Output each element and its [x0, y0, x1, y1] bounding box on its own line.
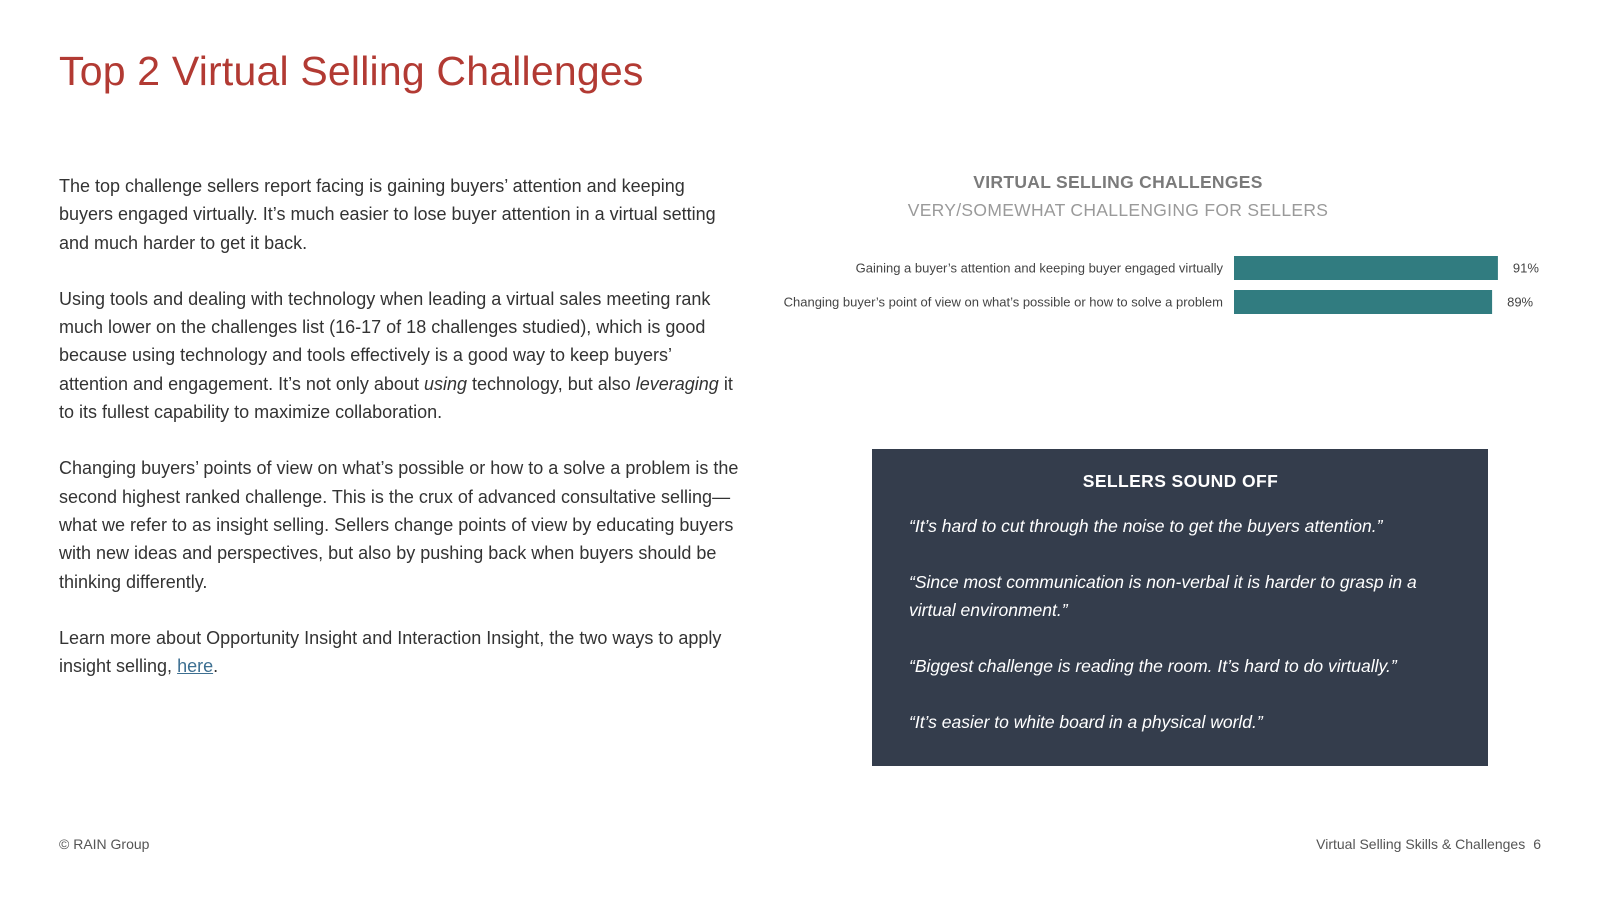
page-title: Top 2 Virtual Selling Challenges — [59, 48, 644, 94]
challenges-chart — [750, 172, 1550, 342]
quote-item: “It’s easier to white board in a physical world.” — [909, 712, 1263, 732]
sellers-sound-off-panel — [872, 449, 1488, 766]
chart-title: VIRTUAL SELLING CHALLENGES — [973, 172, 1263, 192]
paragraph-technology-text-b: technology, but also — [466, 373, 636, 394]
paragraph-learn-more-text: Learn more about Opportunity Insight and Interaction Insight, the two ways to apply insight selling, — [59, 627, 722, 677]
paragraph-technology — [59, 285, 739, 426]
paragraph-point-of-view: Changing buyers’ points of view on what’s possible or how to a solve a problem is the second highest ranked challenge. This is the crux of advanced consultative selling—what we refer to as insight selling. Sellers change points of view by educating buyers with new ideas and perspectives, but also by pushing back when buyers should be thinking differently. — [59, 458, 739, 592]
paragraph-technology-text-c: it to its fullest capability to maximize collaboration. — [59, 373, 733, 423]
quote-item: “Since most communication is non-verbal it is harder to grasp in a virtual environment.” — [909, 572, 1417, 620]
category-label: Changing buyer’s point of view on what’s possible or how to solve a problem — [783, 294, 1223, 310]
bar-chart-svg — [750, 172, 1550, 342]
value-label: 91% — [1512, 260, 1539, 276]
category-label: Gaining a buyer’s attention and keeping buyer engaged virtually — [855, 260, 1223, 276]
paragraph-technology-text-a: Using tools and dealing with technology when leading a virtual sales meeting rank much lower on the challenges list (16-17 of 18 challenges studied), which is good because using technology and tools effectively is a good way to keep buyers’ attention and engagement. It’s not only about — [59, 288, 711, 394]
bar — [1234, 256, 1498, 280]
quote-item: “Biggest challenge is reading the room. It’s hard to do virtually.” — [909, 656, 1397, 676]
footer-doc-title: Virtual Selling Skills & Challenges — [1316, 836, 1526, 852]
here-link[interactable]: here — [177, 656, 214, 677]
bar — [1234, 290, 1492, 314]
value-label: 89% — [1507, 294, 1534, 310]
emphasis-leveraging: leveraging — [635, 373, 719, 394]
footer-copyright: © RAIN Group — [59, 836, 150, 852]
quote-item: “It’s hard to cut through the noise to get the buyers attention.” — [909, 516, 1383, 536]
paragraph-learn-more — [59, 624, 739, 681]
paragraph-learn-more-period: . — [213, 656, 219, 677]
chart-subtitle: VERY/SOMEWHAT CHALLENGING FOR SELLERS — [907, 200, 1329, 220]
emphasis-using: using — [423, 373, 467, 394]
page-number: 6 — [1533, 836, 1541, 852]
footer-doc-info — [1316, 836, 1541, 852]
body-text — [59, 172, 739, 708]
paragraph-attention: The top challenge sellers report facing is gaining buyers’ attention and keeping buyers engaged virtually. It’s much easier to lose buyer attention in a virtual setting and much harder to get it back. — [59, 176, 716, 253]
quotes-heading: SELLERS SOUND OFF — [1082, 471, 1279, 491]
